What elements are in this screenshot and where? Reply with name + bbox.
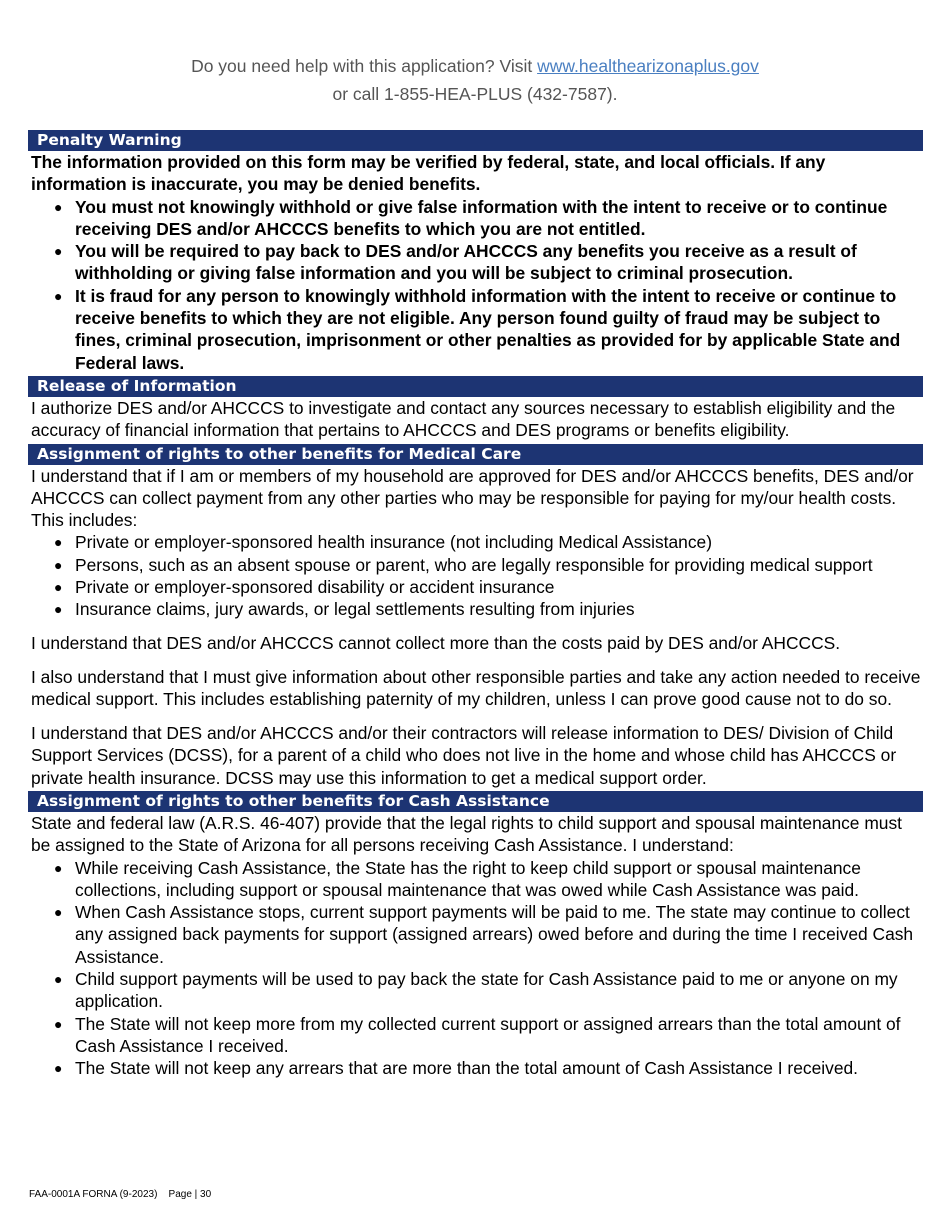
penalty-bullet-list — [28, 196, 923, 374]
list-item: ● The State will not keep any arrears that are more than the total amount of Cash Assistance I received. — [75, 1057, 923, 1079]
list-item: ● The State will not keep more from my collected current support or assigned arrears than the total amount of Cash Assistance I received. — [75, 1013, 923, 1058]
list-item: ● Private or employer-sponsored health insurance (not including Medical Assistance) — [75, 531, 923, 553]
medical-paragraph-dcss: I understand that DES and/or AHCCCS and/or their contractors will release information to DES/ Division of Child Support Services (DCSS), for a parent of a child who does not live in the home and whose child has AHCCCS or private health insurance. DCSS may use this information to get a medical support order. — [31, 723, 897, 788]
form-content — [28, 128, 923, 1079]
list-item: ● You must not knowingly withhold or give false information with the intent to receive or to continue receiving DES and/or AHCCCS benefits to which you are not entitled. — [75, 196, 923, 241]
release-text: I authorize DES and/or AHCCCS to investigate and contact any sources necessary to establish eligibility and the accuracy of financial information that pertains to AHCCCS and DES programs or benefits eligibility. — [31, 397, 896, 441]
help-phone-text: or call 1-855-HEA-PLUS (432-7587). — [332, 84, 618, 104]
list-item: ● Insurance claims, jury awards, or legal settlements resulting from injuries — [75, 598, 923, 620]
medical-paragraph-costs: I understand that DES and/or AHCCCS cannot collect more than the costs paid by DES and/or AHCCCS. — [31, 633, 841, 654]
help-website-link[interactable]: www.healthearizonaplus.gov — [537, 56, 759, 76]
help-line-1 — [0, 52, 950, 80]
list-item: ● Child support payments will be used to pay back the state for Cash Assistance paid to me or anyone on my application. — [75, 968, 923, 1013]
medical-bullet-list — [28, 531, 923, 620]
page-footer — [29, 1189, 211, 1200]
list-item: ● Private or employer-sponsored disability or accident insurance — [75, 576, 923, 598]
help-banner — [0, 52, 950, 108]
list-item: ● It is fraud for any person to knowingly withhold information with the intent to receive or continue to receive benefits to which they are not eligible. Any person found guilty of fraud may be subject to fines, criminal prosecution, imprisonment or other penalties as provided for by applicable State and Federal laws. — [75, 285, 923, 374]
section-header-cash-assistance: Assignment of rights to other benefits for Cash Assistance — [28, 791, 923, 812]
penalty-warning-body — [28, 151, 923, 374]
section-header-release-of-information: Release of Information — [28, 376, 923, 397]
penalty-intro: The information provided on this form may be verified by federal, state, and local officials. If any information is inaccurate, you may be denied benefits. — [31, 152, 826, 195]
help-visit-text: Do you need help with this application? Visit — [191, 56, 533, 76]
section-header-penalty-warning: Penalty Warning — [28, 130, 923, 151]
page-number: Page | 30 — [168, 1189, 212, 1200]
section-header-medical-care: Assignment of rights to other benefits for Medical Care — [28, 444, 923, 465]
medical-intro: I understand that if I am or members of my household are approved for DES and/or AHCCCS benefits, DES and/or AHCCCS can collect payment from any other parties who may be responsible for paying for my/our health costs. This includes: — [31, 465, 914, 531]
form-id: FAA-0001A FORNA (9-2023) — [29, 1189, 158, 1200]
list-item: ● You will be required to pay back to DES and/or AHCCCS any benefits you receive as a result of withholding or giving false information and you will be subject to criminal prosecution. — [75, 240, 923, 285]
list-item: ● Persons, such as an absent spouse or parent, who are legally responsible for providing medical support — [75, 554, 923, 576]
list-item: ● When Cash Assistance stops, current support payments will be paid to me. The state may continue to collect any assigned back payments for support (assigned arrears) owed before and during the time I received Cash Assistance. — [75, 901, 923, 968]
list-item: ● While receiving Cash Assistance, the State has the right to keep child support or spousal maintenance collections, including support or spousal maintenance that was owed while Cash Assistance was paid. — [75, 857, 923, 902]
medical-paragraph-responsible-parties: I also understand that I must give information about other responsible parties and take any action needed to receive medical support. This includes establishing paternity of my children, unless I can prove good cause not to do so. — [31, 666, 921, 710]
cash-intro: State and federal law (A.R.S. 46-407) provide that the legal rights to child support and spousal maintenance must be assigned to the State of Arizona for all persons receiving Cash Assistance. I understand: — [31, 812, 903, 856]
cash-bullet-list — [28, 857, 923, 1080]
